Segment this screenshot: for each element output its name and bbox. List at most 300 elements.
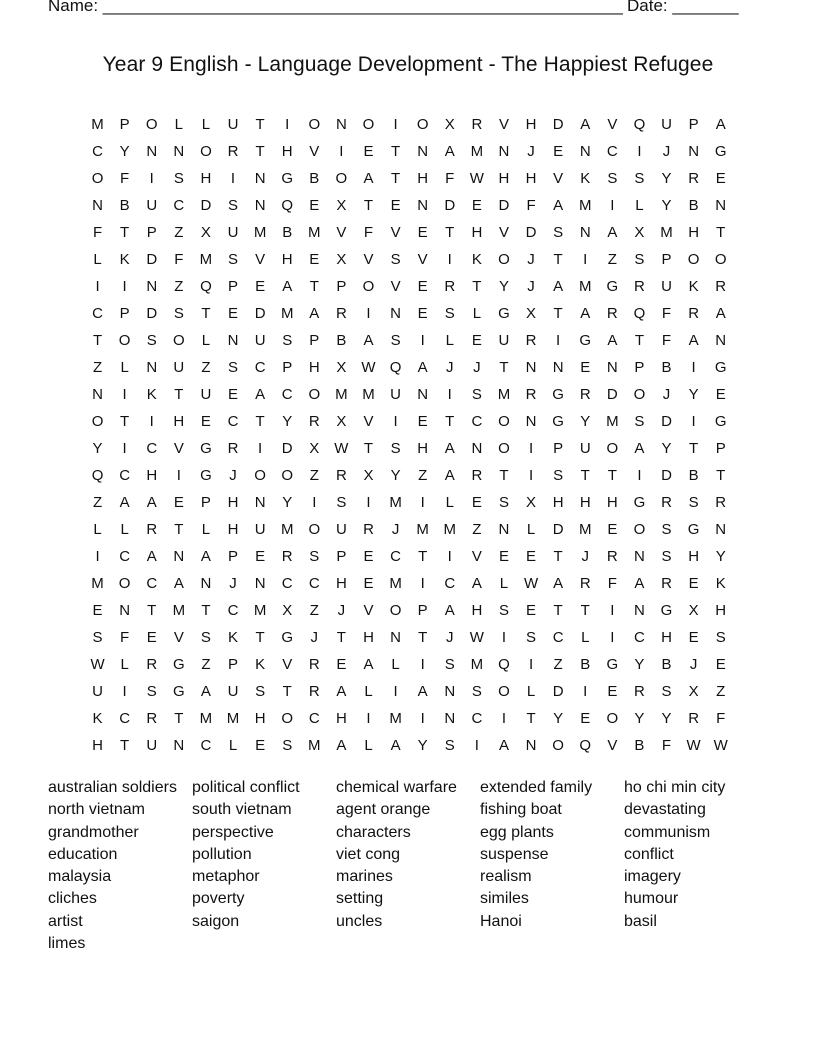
word-list-item: ho chi min city <box>624 779 726 796</box>
grid-letter: R <box>661 494 672 511</box>
grid-letter: I <box>393 683 398 700</box>
grid-letter: I <box>610 197 615 214</box>
grid-letter: N <box>146 359 158 376</box>
grid-letter: V <box>282 656 293 673</box>
grid-letter: V <box>363 251 374 268</box>
grid-letter: R <box>471 116 483 133</box>
grid-letter: Z <box>309 467 319 484</box>
grid-letter: Y <box>661 170 672 187</box>
grid-letter: M <box>660 224 673 241</box>
grid-letter: C <box>552 629 564 646</box>
grid-letter: S <box>498 602 509 619</box>
grid-letter: B <box>309 170 320 187</box>
grid-letter: V <box>173 440 184 457</box>
word-list-item: communism <box>624 823 711 841</box>
grid-letter: S <box>228 197 239 214</box>
grid-letter: W <box>469 629 484 646</box>
grid-letter: D <box>200 197 212 214</box>
grid-letter: Y <box>498 278 509 295</box>
grid-letter: N <box>254 170 266 187</box>
grid-letter: S <box>390 251 401 268</box>
grid-letter: E <box>228 386 239 403</box>
grid-letter: N <box>200 575 212 592</box>
grid-letter: V <box>471 548 482 565</box>
grid-letter: E <box>363 575 374 592</box>
grid-letter: O <box>91 170 104 187</box>
grid-letter: R <box>634 683 645 700</box>
grid-letter: A <box>498 737 509 754</box>
grid-letter: P <box>336 548 347 565</box>
grid-letter: V <box>336 224 347 241</box>
grid-letter: I <box>393 413 398 430</box>
grid-letter: R <box>146 521 158 538</box>
grid-letter: R <box>335 305 347 322</box>
grid-letter: V <box>498 224 509 241</box>
grid-letter: L <box>174 116 183 133</box>
grid-letter: O <box>606 440 619 457</box>
grid-letter: K <box>255 656 266 673</box>
grid-letter: G <box>172 656 185 673</box>
grid-letter: M <box>226 710 240 727</box>
grid-letter: S <box>173 170 184 187</box>
grid-letter: Q <box>389 359 402 376</box>
grid-letter: S <box>471 386 482 403</box>
grid-letter: Y <box>661 440 672 457</box>
grid-letter: A <box>634 575 645 592</box>
grid-letter: R <box>308 683 320 700</box>
grid-letter: S <box>715 629 726 646</box>
word-list-item: uncles <box>336 912 383 930</box>
word-list-item: viet cong <box>336 845 401 863</box>
grid-letter: O <box>633 386 646 403</box>
grid-letter: R <box>471 467 483 484</box>
grid-letter: U <box>661 116 672 133</box>
word-list-item: cliches <box>48 890 97 908</box>
grid-letter: C <box>92 143 103 160</box>
grid-letter: Z <box>201 359 211 376</box>
grid-letter: T <box>472 278 482 295</box>
grid-letter: O <box>633 521 646 538</box>
grid-letter: G <box>714 143 727 160</box>
grid-letter: S <box>336 494 347 511</box>
grid-letter: D <box>552 683 564 700</box>
grid-letter: H <box>525 116 537 133</box>
grid-letter: I <box>610 602 615 619</box>
grid-letter: M <box>91 575 104 592</box>
grid-letter: R <box>661 575 672 592</box>
grid-letter: A <box>146 494 157 511</box>
grid-letter: E <box>553 143 564 160</box>
grid-letter: M <box>199 251 213 268</box>
grid-letter: I <box>420 656 425 673</box>
grid-letter: A <box>282 278 293 295</box>
grid-letter: F <box>174 251 184 268</box>
grid-letter: R <box>281 548 293 565</box>
grid-letter: E <box>363 548 374 565</box>
grid-letter: E <box>146 629 157 646</box>
grid-letter: Y <box>119 143 130 160</box>
grid-letter: S <box>390 332 401 349</box>
grid-letter: M <box>280 305 294 322</box>
word-list-item: metaphor <box>192 868 260 886</box>
grid-letter: M <box>308 224 321 241</box>
grid-letter: O <box>335 170 348 187</box>
grid-letter: N <box>498 521 510 538</box>
grid-letter: T <box>255 629 265 646</box>
grid-letter: S <box>471 683 482 700</box>
grid-letter: L <box>201 521 211 538</box>
grid-letter: I <box>583 251 588 268</box>
grid-letter: O <box>118 575 131 592</box>
grid-letter: F <box>661 305 672 322</box>
grid-letter: O <box>308 116 321 133</box>
grid-letter: M <box>497 386 511 403</box>
grid-letter: H <box>579 494 591 511</box>
grid-letter: I <box>447 548 452 565</box>
grid-letter: U <box>92 683 103 700</box>
grid-letter: F <box>661 332 672 349</box>
grid-letter: A <box>200 548 211 565</box>
grid-letter: O <box>91 413 104 430</box>
grid-letter: N <box>417 197 429 214</box>
grid-letter: K <box>688 278 699 295</box>
grid-letter: N <box>715 197 727 214</box>
grid-letter: S <box>200 629 211 646</box>
grid-letter: C <box>119 548 131 565</box>
grid-letter: A <box>390 737 401 754</box>
grid-letter: H <box>525 170 537 187</box>
grid-letter: E <box>309 197 320 214</box>
grid-letter: N <box>579 224 591 241</box>
grid-letter: M <box>335 386 348 403</box>
grid-letter: F <box>445 170 455 187</box>
grid-letter: R <box>308 413 320 430</box>
grid-letter: T <box>553 251 563 268</box>
grid-letter: A <box>444 602 455 619</box>
grid-letter: A <box>580 116 591 133</box>
word-list-item: imagery <box>624 868 681 886</box>
grid-letter: P <box>715 440 726 457</box>
grid-letter: F <box>661 737 672 754</box>
grid-letter: O <box>308 386 321 403</box>
grid-letter: O <box>714 251 727 268</box>
grid-letter: Q <box>281 197 294 214</box>
grid-letter: N <box>688 143 700 160</box>
grid-letter: F <box>716 710 726 727</box>
grid-letter: N <box>715 332 727 349</box>
grid-letter: T <box>174 521 184 538</box>
grid-letter: B <box>119 197 130 214</box>
grid-letter: P <box>282 359 293 376</box>
grid-letter: S <box>444 305 455 322</box>
grid-letter: A <box>607 224 618 241</box>
grid-letter: I <box>528 656 534 673</box>
grid-letter: E <box>715 386 726 403</box>
grid-letter: S <box>390 440 401 457</box>
grid-letter: W <box>469 170 484 187</box>
grid-letter: A <box>363 332 374 349</box>
grid-letter: V <box>607 116 618 133</box>
grid-letter: N <box>390 629 401 646</box>
grid-letter: W <box>523 575 539 592</box>
grid-letter: A <box>688 332 699 349</box>
grid-letter: I <box>637 467 642 484</box>
grid-letter: X <box>444 116 455 133</box>
grid-letter: M <box>362 386 375 403</box>
grid-letter: N <box>634 548 645 565</box>
grid-letter: T <box>445 224 455 241</box>
word-list-item: perspective <box>192 823 274 841</box>
grid-letter: E <box>228 305 239 322</box>
word-list-item: humour <box>624 890 679 908</box>
grid-letter: M <box>389 710 402 727</box>
grid-letter: O <box>687 251 700 268</box>
grid-letter: B <box>580 656 591 673</box>
grid-letter: I <box>447 386 452 403</box>
grid-letter: R <box>146 710 158 727</box>
grid-letter: H <box>281 143 293 160</box>
grid-letter: T <box>336 629 346 646</box>
grid-letter: J <box>527 251 535 268</box>
grid-letter: X <box>336 413 347 430</box>
grid-letter: I <box>691 413 696 430</box>
grid-letter: I <box>556 332 561 349</box>
grid-letter: N <box>173 143 185 160</box>
grid-letter: A <box>417 359 428 376</box>
grid-letter: P <box>228 548 239 565</box>
grid-letter: I <box>501 710 507 727</box>
grid-letter: D <box>525 224 537 241</box>
grid-letter: L <box>499 575 509 592</box>
grid-letter: A <box>363 656 374 673</box>
grid-letter: N <box>444 683 456 700</box>
grid-letter: T <box>120 224 130 241</box>
grid-letter: A <box>336 683 347 700</box>
grid-letter: I <box>501 629 507 646</box>
grid-letter: T <box>147 602 157 619</box>
grid-letter: B <box>661 656 672 673</box>
word-list-item: egg plants <box>480 823 554 841</box>
grid-letter: R <box>688 170 700 187</box>
grid-letter: L <box>93 521 102 538</box>
grid-letter: Y <box>688 386 699 403</box>
grid-letter: U <box>146 197 158 214</box>
grid-letter: I <box>258 440 263 457</box>
grid-letter: U <box>173 359 185 376</box>
grid-letter: C <box>92 305 103 322</box>
grid-letter: T <box>445 413 455 430</box>
grid-letter: A <box>173 575 184 592</box>
grid-letter: C <box>173 197 185 214</box>
grid-letter: A <box>119 494 130 511</box>
grid-letter: O <box>362 116 375 133</box>
grid-letter: I <box>366 710 371 727</box>
grid-letter: U <box>146 737 158 754</box>
grid-letter: V <box>173 629 184 646</box>
word-list <box>48 779 768 957</box>
grid-letter: E <box>580 359 591 376</box>
grid-letter: Z <box>92 359 103 376</box>
grid-letter: S <box>282 332 293 349</box>
grid-letter: R <box>308 656 320 673</box>
grid-letter: M <box>91 116 104 133</box>
grid-letter: E <box>580 710 591 727</box>
grid-letter: G <box>281 629 294 646</box>
grid-letter: N <box>335 116 347 133</box>
grid-letter: T <box>255 143 265 160</box>
grid-letter: E <box>417 224 428 241</box>
grid-letter: C <box>606 143 618 160</box>
grid-letter: I <box>393 116 398 133</box>
grid-letter: R <box>227 440 239 457</box>
grid-letter: V <box>553 170 564 187</box>
grid-letter: G <box>281 170 294 187</box>
grid-letter: M <box>308 737 321 754</box>
grid-letter: O <box>552 737 564 754</box>
grid-letter: G <box>714 359 727 376</box>
grid-letter: N <box>525 359 537 376</box>
grid-letter: M <box>253 224 267 241</box>
grid-letter: V <box>363 602 374 619</box>
grid-letter: J <box>527 143 535 160</box>
grid-letter: H <box>227 494 239 511</box>
grid-letter: I <box>122 440 127 457</box>
grid-letter: A <box>607 332 618 349</box>
grid-letter: T <box>553 602 563 619</box>
grid-letter: A <box>309 305 320 322</box>
grid-letter: U <box>227 116 239 133</box>
grid-letter: K <box>471 251 482 268</box>
grid-letter: G <box>714 413 727 430</box>
grid-letter: Q <box>91 467 104 484</box>
grid-letter: M <box>199 710 213 727</box>
grid-letter: C <box>254 359 266 376</box>
grid-letter: P <box>688 116 699 133</box>
grid-letter: M <box>606 413 619 430</box>
grid-letter: Z <box>201 656 211 673</box>
grid-letter: H <box>254 710 266 727</box>
grid-letter: S <box>146 332 157 349</box>
grid-letter: I <box>339 143 344 160</box>
grid-letter: P <box>228 656 239 673</box>
grid-letter: T <box>580 602 590 619</box>
grid-letter: Y <box>553 710 564 727</box>
grid-letter: W <box>334 440 349 457</box>
grid-letter: G <box>633 494 646 511</box>
grid-letter: C <box>119 467 131 484</box>
grid-letter: W <box>686 737 701 754</box>
grid-letter: X <box>282 602 293 619</box>
grid-letter: H <box>688 548 700 565</box>
grid-letter: O <box>389 602 402 619</box>
grid-letter: E <box>255 278 266 295</box>
grid-letter: G <box>687 521 700 538</box>
date-field-label: Date: _______ <box>627 0 739 15</box>
grid-letter: B <box>634 737 645 754</box>
grid-letter: L <box>228 737 238 754</box>
grid-letter: V <box>607 737 618 754</box>
grid-letter: E <box>471 332 482 349</box>
grid-letter: V <box>255 251 266 268</box>
grid-letter: K <box>119 251 130 268</box>
word-list-item: malaysia <box>48 868 112 886</box>
grid-letter: Z <box>607 251 617 268</box>
grid-letter: I <box>230 170 236 187</box>
grid-letter: X <box>200 224 211 241</box>
header-line <box>48 0 748 20</box>
grid-letter: O <box>145 116 158 133</box>
grid-letter: E <box>688 629 699 646</box>
grid-letter: P <box>309 332 320 349</box>
grid-letter: X <box>363 467 374 484</box>
grid-letter: U <box>200 386 212 403</box>
grid-letter: A <box>444 467 455 484</box>
word-list-item: north vietnam <box>48 801 145 819</box>
grid-letter: H <box>227 521 239 538</box>
grid-letter: T <box>255 116 265 133</box>
grid-letter: P <box>417 602 428 619</box>
grid-letter: I <box>122 278 127 295</box>
grid-letter: L <box>120 359 129 376</box>
grid-letter: Q <box>200 278 212 295</box>
grid-letter: E <box>390 197 401 214</box>
grid-letter: D <box>552 521 564 538</box>
grid-letter: H <box>715 602 727 619</box>
grid-letter: I <box>122 683 127 700</box>
grid-letter: E <box>715 656 726 673</box>
grid-letter: L <box>391 656 400 673</box>
grid-letter: G <box>660 602 673 619</box>
grid-letter: N <box>634 602 645 619</box>
grid-letter: H <box>173 413 185 430</box>
grid-letter: R <box>335 467 347 484</box>
grid-letter: V <box>498 116 509 133</box>
grid-letter: I <box>366 494 371 511</box>
grid-letter: F <box>92 224 103 241</box>
word-list-item: political conflict <box>192 779 300 796</box>
grid-letter: F <box>363 224 374 241</box>
grid-letter: X <box>526 305 537 322</box>
grid-letter: E <box>255 548 266 565</box>
grid-letter: S <box>228 359 239 376</box>
grid-letter: R <box>579 575 591 592</box>
grid-letter: Z <box>716 683 726 700</box>
grid-letter: V <box>390 224 401 241</box>
word-list-item: extended family <box>480 779 593 796</box>
grid-letter: U <box>335 521 347 538</box>
grid-letter: N <box>417 143 429 160</box>
grid-letter: O <box>254 467 266 484</box>
grid-letter: Z <box>174 278 184 295</box>
grid-letter: E <box>417 278 428 295</box>
grid-letter: O <box>498 251 510 268</box>
grid-letter: S <box>661 521 672 538</box>
grid-letter: A <box>255 386 266 403</box>
grid-letter: L <box>201 116 211 133</box>
grid-letter: C <box>390 548 401 565</box>
grid-letter: Y <box>417 737 428 754</box>
grid-letter: M <box>578 521 592 538</box>
grid-letter: M <box>416 521 429 538</box>
grid-letter: K <box>715 575 726 592</box>
grid-letter: D <box>661 413 672 430</box>
grid-letter: D <box>444 197 456 214</box>
grid-letter: T <box>499 467 509 484</box>
grid-letter: A <box>336 737 347 754</box>
grid-letter: T <box>174 386 184 403</box>
grid-letter: H <box>335 575 347 592</box>
grid-letter: O <box>172 332 185 349</box>
